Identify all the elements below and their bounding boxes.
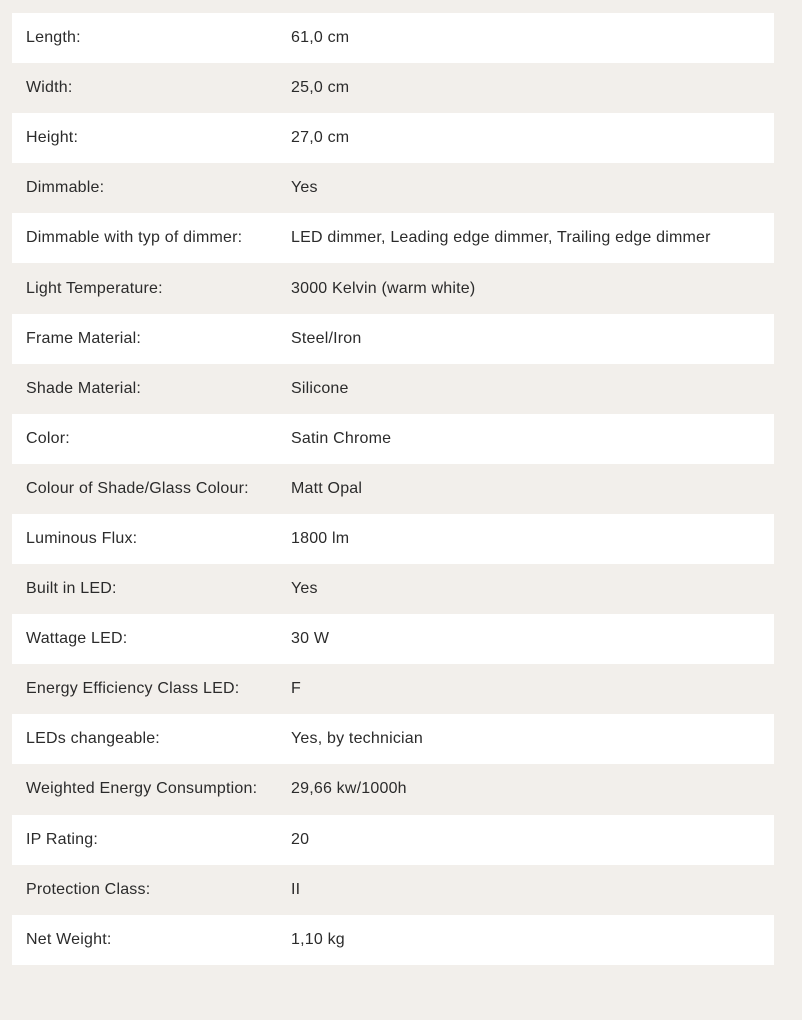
spec-label: Energy Efficiency Class LED: <box>26 680 240 698</box>
spec-row-shade-material <box>12 364 774 414</box>
spec-label: Shade Material: <box>26 379 142 397</box>
spec-value: 1800 lm <box>291 529 350 547</box>
spec-label: Light Temperature: <box>26 279 163 297</box>
spec-label: Dimmable: <box>26 179 105 197</box>
spec-value: 25,0 cm <box>291 79 350 97</box>
spec-label: Color: <box>26 429 70 447</box>
spec-label: Dimmable with typ of dimmer: <box>26 229 243 247</box>
spec-label: Wattage LED: <box>26 630 128 648</box>
spec-value: Silicone <box>291 379 349 397</box>
spec-value: 27,0 cm <box>291 129 350 147</box>
spec-value: Yes <box>291 580 318 598</box>
spec-row-dimmable <box>12 163 774 213</box>
spec-row-dimmer-type <box>12 213 774 263</box>
spec-label: Frame Material: <box>26 329 142 347</box>
spec-label: Colour of Shade/Glass Colour: <box>26 479 249 497</box>
spec-row-frame-material <box>12 314 774 364</box>
spec-row-protection-class <box>12 865 774 915</box>
spec-row-color <box>12 414 774 464</box>
spec-label: Height: <box>26 129 79 147</box>
spec-value: LED dimmer, Leading edge dimmer, Trailing edge dimmer <box>291 229 711 247</box>
spec-label: Length: <box>26 29 81 47</box>
spec-row-length <box>12 13 774 63</box>
spec-value: 30 W <box>291 630 330 648</box>
spec-row-shade-colour <box>12 464 774 514</box>
spec-value: II <box>291 880 301 898</box>
spec-row-wattage-led <box>12 614 774 664</box>
spec-row-height <box>12 113 774 163</box>
spec-label: Protection Class: <box>26 880 151 898</box>
spec-row-net-weight <box>12 915 774 965</box>
spec-row-built-in-led <box>12 564 774 614</box>
spec-label: IP Rating: <box>26 830 98 848</box>
spec-label: Luminous Flux: <box>26 529 138 547</box>
spec-value: Matt Opal <box>291 479 363 497</box>
spec-value: Satin Chrome <box>291 429 392 447</box>
specification-table <box>12 13 774 965</box>
spec-value: F <box>291 680 301 698</box>
spec-label: Width: <box>26 79 73 97</box>
spec-row-energy-consumption <box>12 764 774 814</box>
spec-label: LEDs changeable: <box>26 730 160 748</box>
spec-row-leds-changeable <box>12 714 774 764</box>
spec-row-ip-rating <box>12 815 774 865</box>
spec-value: 29,66 kw/1000h <box>291 780 407 798</box>
spec-row-width <box>12 63 774 113</box>
spec-label: Weighted Energy Consumption: <box>26 780 258 798</box>
spec-value: 3000 Kelvin (warm white) <box>291 279 476 297</box>
spec-value: 1,10 kg <box>291 930 345 948</box>
spec-value: 20 <box>291 830 310 848</box>
spec-label: Net Weight: <box>26 930 112 948</box>
spec-value: Yes <box>291 179 318 197</box>
spec-row-energy-class <box>12 664 774 714</box>
spec-value: Steel/Iron <box>291 329 362 347</box>
spec-value: Yes, by technician <box>291 730 423 748</box>
spec-label: Built in LED: <box>26 580 117 598</box>
spec-value: 61,0 cm <box>291 29 350 47</box>
spec-row-luminous-flux <box>12 514 774 564</box>
spec-row-light-temperature <box>12 263 774 313</box>
